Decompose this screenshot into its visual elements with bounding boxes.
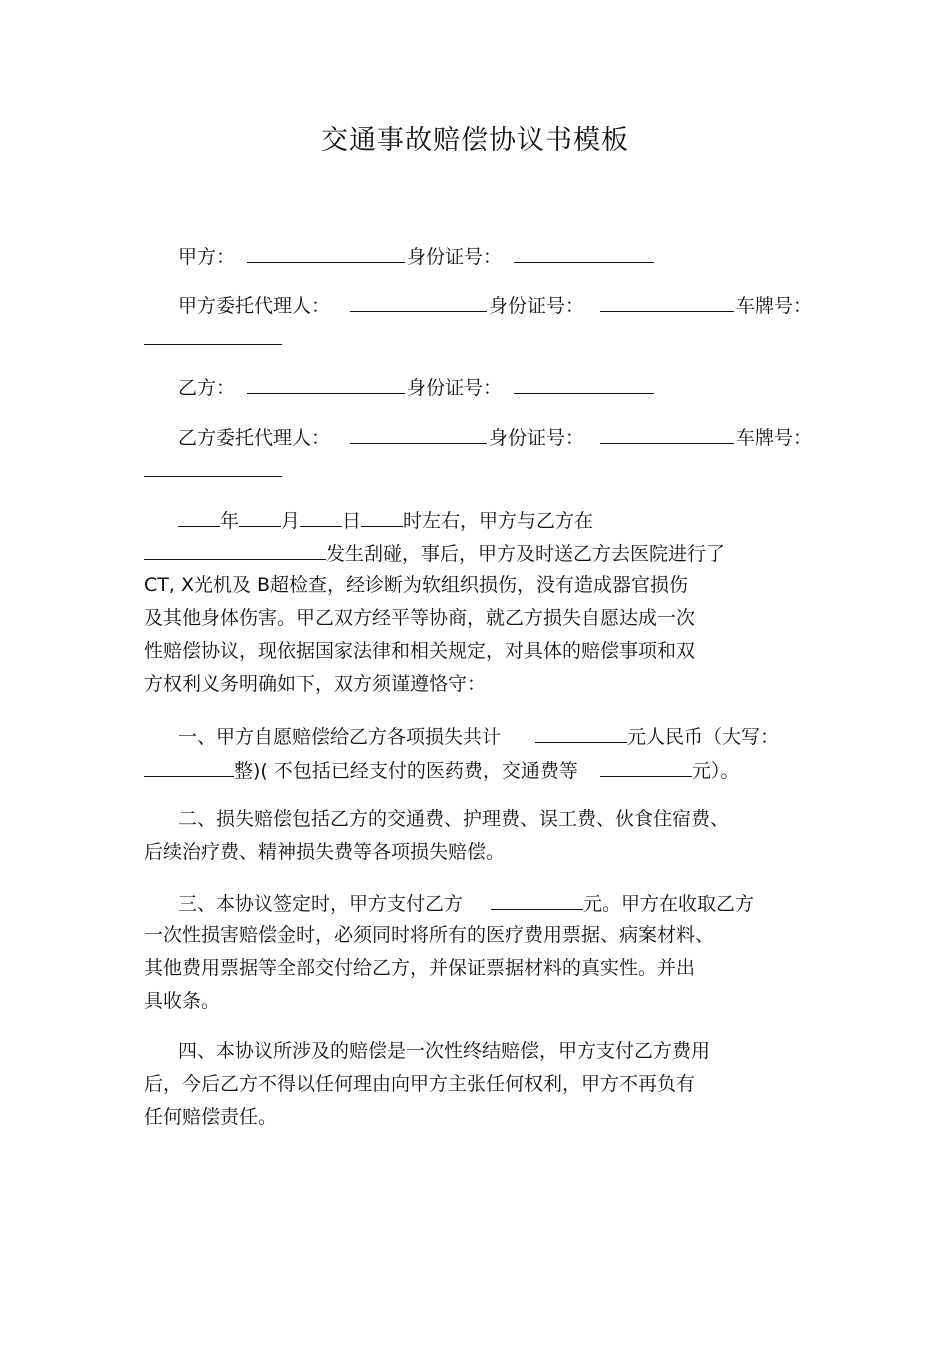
party-b-label: 乙方：: [178, 377, 236, 399]
year-blank: [178, 506, 220, 527]
party-a-id-blank: [514, 242, 654, 263]
amount-in-words-blank: [144, 756, 234, 777]
party-b-name-blank: [247, 373, 405, 394]
compensation-amount-blank: [535, 722, 627, 743]
intro-line-2-text: 发生刮碰，事后，甲方及时送乙方去医院进行了: [326, 543, 726, 565]
clause-4-line-3: 任何赔偿责任。: [144, 1106, 278, 1128]
clause-1-text-a: 一、甲方自愿赔偿给乙方各项损失共计: [178, 726, 502, 748]
party-a-agent-id-label: 身份证号：: [489, 295, 585, 317]
clause-3-text-b: 元。甲方在收取乙方: [583, 893, 755, 915]
party-b-row: [178, 373, 656, 401]
clause-1-text-c: 整)( 不包括已经支付的医药费，交通费等: [234, 760, 578, 782]
party-b-plate-label: 车牌号：: [736, 427, 813, 449]
party-b-plate-row: [144, 456, 282, 484]
clause-3-line-4: 具收条。: [144, 990, 221, 1012]
month-label: 月: [281, 510, 301, 532]
party-a-plate-label: 车牌号：: [736, 295, 813, 317]
clause-4-line-1: 四、本协议所涉及的赔偿是一次性终结赔偿，甲方支付乙方费用: [178, 1040, 711, 1062]
intro-line-5: 性赔偿协议，现依据国家法律和相关规定，对具体的赔偿事项和双: [144, 640, 696, 662]
clause-3-line-1: [178, 889, 754, 917]
clause-1-line-2: [144, 756, 739, 784]
day-blank: [300, 506, 342, 527]
party-a-agent-name-blank: [350, 291, 487, 312]
clause-3-text-a: 三、本协议签定时，甲方支付乙方: [178, 893, 464, 915]
party-b-agent-id-blank: [600, 423, 734, 444]
year-label: 年: [220, 510, 240, 532]
party-b-id-blank: [514, 373, 654, 394]
party-a-label: 甲方：: [178, 246, 236, 268]
clause-2-line-1: 二、损失赔偿包括乙方的交通费、护理费、误工费、伙食住宿费、: [178, 808, 730, 830]
document-title: 交通事故赔偿协议书模板: [321, 125, 629, 156]
clause-1-line-1: [178, 722, 779, 750]
clause-3-line-2: 一次性损害赔偿金时，必须同时将所有的医疗费用票据、病案材料、: [144, 924, 715, 946]
party-a-row: [178, 242, 656, 270]
hour-blank: [361, 506, 403, 527]
intro-line-6: 方权利义务明确如下，双方须谨遵恪守：: [144, 673, 487, 695]
intro-time-text: 时左右，甲方与乙方在: [403, 510, 594, 532]
location-blank: [144, 539, 326, 560]
intro-line-1: [178, 506, 593, 534]
party-a-name-blank: [247, 242, 405, 263]
intro-line-2: [144, 539, 725, 567]
paid-expenses-blank: [600, 756, 692, 777]
clause-1-text-b: 元人民币（大写：: [627, 726, 780, 748]
party-b-agent-label: 乙方委托代理人：: [178, 427, 331, 449]
party-b-agent-row: [178, 423, 812, 451]
party-a-agent-label: 甲方委托代理人：: [178, 295, 331, 317]
day-label: 日: [342, 510, 362, 532]
party-b-plate-blank: [144, 456, 282, 477]
party-a-agent-row: [178, 291, 812, 319]
party-a-plate-blank: [144, 324, 282, 345]
party-b-agent-name-blank: [350, 423, 487, 444]
clause-3-line-3: 其他费用票据等全部交付给乙方，并保证票据材料的真实性。并出: [144, 957, 696, 979]
clause-4-line-2: 后，今后乙方不得以任何理由向甲方主张任何权利，甲方不再负有: [144, 1073, 696, 1095]
signing-payment-blank: [491, 889, 583, 910]
party-b-id-label: 身份证号：: [407, 377, 503, 399]
party-a-agent-id-blank: [600, 291, 734, 312]
month-blank: [239, 506, 281, 527]
clause-1-text-d: 元）。: [691, 760, 740, 782]
party-a-id-label: 身份证号：: [407, 246, 503, 268]
party-b-agent-id-label: 身份证号：: [489, 427, 585, 449]
intro-line-3: CT, X光机及 B超检查，经诊断为软组织损伤，没有造成器官损伤: [144, 574, 689, 596]
clause-2-line-2: 后续治疗费、精神损失费等各项损失赔偿。: [144, 841, 506, 863]
intro-line-4: 及其他身体伤害。甲乙双方经平等协商，就乙方损失自愿达成一次: [144, 607, 696, 629]
party-a-plate-row: [144, 324, 282, 352]
